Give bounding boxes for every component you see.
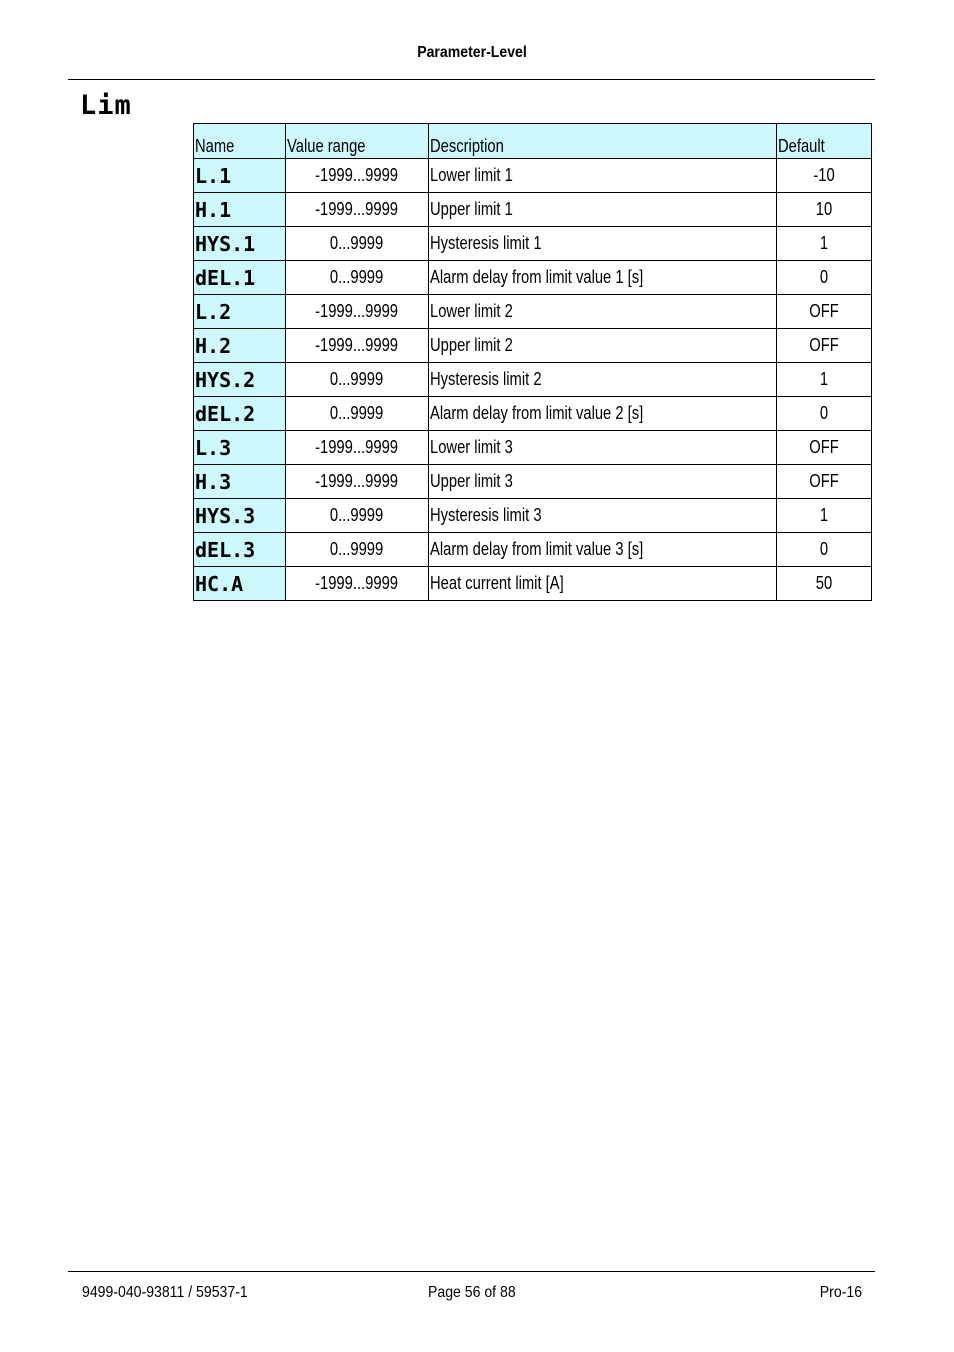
column-header-value-range: Value range xyxy=(286,124,429,159)
default-value: 1 xyxy=(777,363,872,397)
value-range: 0...9999 xyxy=(286,363,429,397)
description: Hysteresis limit 1 xyxy=(429,227,777,261)
value-range: 0...9999 xyxy=(286,227,429,261)
table-row xyxy=(194,533,872,567)
default-value: 0 xyxy=(777,533,872,567)
table-row xyxy=(194,227,872,261)
description: Lower limit 2 xyxy=(429,295,777,329)
footer-page-number: Page 56 of 88 xyxy=(428,1284,516,1301)
default-value: 1 xyxy=(777,227,872,261)
default-value: 0 xyxy=(777,261,872,295)
value-range: 0...9999 xyxy=(286,261,429,295)
table-row xyxy=(194,159,872,193)
description: Upper limit 1 xyxy=(429,193,777,227)
value-range: -1999...9999 xyxy=(286,465,429,499)
description: Upper limit 2 xyxy=(429,329,777,363)
table-row xyxy=(194,295,872,329)
parameter-name: HYS.2 xyxy=(194,363,286,397)
table-row xyxy=(194,193,872,227)
description: Hysteresis limit 3 xyxy=(429,499,777,533)
description: Upper limit 3 xyxy=(429,465,777,499)
table-row xyxy=(194,567,872,601)
parameter-name: L.3 xyxy=(194,431,286,465)
default-value: OFF xyxy=(777,295,872,329)
value-range: -1999...9999 xyxy=(286,193,429,227)
description: Alarm delay from limit value 3 [s] xyxy=(429,533,777,567)
parameter-name: dEL.2 xyxy=(194,397,286,431)
page-header-title: Parameter-Level xyxy=(417,44,527,61)
table-row xyxy=(194,431,872,465)
description: Lower limit 1 xyxy=(429,159,777,193)
table-row xyxy=(194,363,872,397)
description: Alarm delay from limit value 1 [s] xyxy=(429,261,777,295)
table-header-row xyxy=(194,124,872,159)
table-row xyxy=(194,499,872,533)
default-value: OFF xyxy=(777,329,872,363)
value-range: -1999...9999 xyxy=(286,159,429,193)
column-header-name: Name xyxy=(194,124,286,159)
table-row xyxy=(194,465,872,499)
default-value: -10 xyxy=(777,159,872,193)
column-header-default: Default xyxy=(777,124,872,159)
description: Alarm delay from limit value 2 [s] xyxy=(429,397,777,431)
description: Heat current limit [A] xyxy=(429,567,777,601)
table-row xyxy=(194,397,872,431)
parameter-name: H.1 xyxy=(194,193,286,227)
value-range: -1999...9999 xyxy=(286,329,429,363)
parameter-name: HC.A xyxy=(194,567,286,601)
table-row xyxy=(194,261,872,295)
footer-rule xyxy=(68,1271,875,1272)
value-range: -1999...9999 xyxy=(286,431,429,465)
value-range: -1999...9999 xyxy=(286,567,429,601)
parameter-name: HYS.3 xyxy=(194,499,286,533)
table-row xyxy=(194,329,872,363)
section-title: Lim xyxy=(80,90,132,121)
default-value: 50 xyxy=(777,567,872,601)
value-range: 0...9999 xyxy=(286,397,429,431)
description: Hysteresis limit 2 xyxy=(429,363,777,397)
default-value: 0 xyxy=(777,397,872,431)
column-header-description: Description xyxy=(429,124,777,159)
footer-product: Pro-16 xyxy=(819,1284,862,1301)
parameter-name: H.2 xyxy=(194,329,286,363)
default-value: 10 xyxy=(777,193,872,227)
parameter-name: H.3 xyxy=(194,465,286,499)
parameter-name: HYS.1 xyxy=(194,227,286,261)
parameter-name: L.2 xyxy=(194,295,286,329)
header-rule xyxy=(68,79,875,80)
default-value: OFF xyxy=(777,431,872,465)
description: Lower limit 3 xyxy=(429,431,777,465)
footer-doc-number: 9499-040-93811 / 59537-1 xyxy=(82,1284,248,1301)
default-value: 1 xyxy=(777,499,872,533)
value-range: 0...9999 xyxy=(286,533,429,567)
value-range: 0...9999 xyxy=(286,499,429,533)
default-value: OFF xyxy=(777,465,872,499)
parameter-name: dEL.1 xyxy=(194,261,286,295)
parameter-name: dEL.3 xyxy=(194,533,286,567)
parameter-name: L.1 xyxy=(194,159,286,193)
value-range: -1999...9999 xyxy=(286,295,429,329)
parameter-table xyxy=(193,123,872,601)
